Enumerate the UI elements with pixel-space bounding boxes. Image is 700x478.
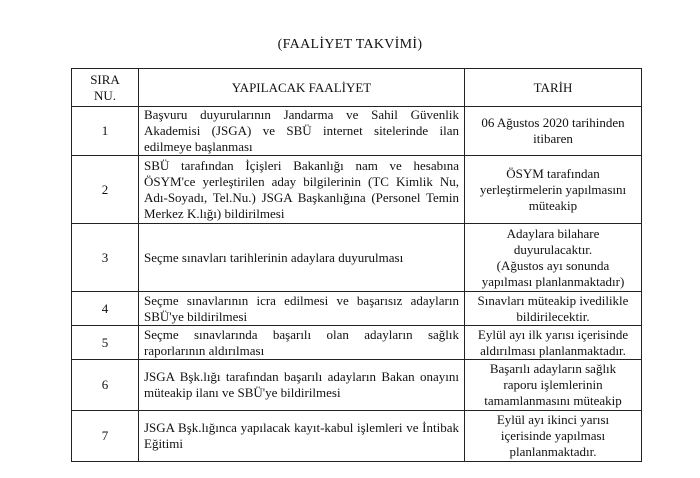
row-number: 5 [72, 326, 139, 360]
row-date: Eylül ayı ikinci yarısı içerisinde yapılması planlanmaktadır. [465, 411, 642, 462]
row-number: 1 [72, 107, 139, 156]
row-date: Eylül ayı ilk yarısı içerisinde aldırılması planlanmaktadır. [465, 326, 642, 360]
row-number: 6 [72, 360, 139, 411]
row-date: ÖSYM tarafından yerleştirmelerin yapılmasını müteakip [465, 156, 642, 224]
table-row [72, 224, 642, 292]
row-date: Sınavları müteakip ivedilikle bildirilecektir. [465, 292, 642, 326]
table-header-row [72, 69, 642, 107]
table-row [72, 360, 642, 411]
row-activity: JSGA Bşk.lığınca yapılacak kayıt-kabul işlemleri ve İntibak Eğitimi [139, 411, 465, 462]
table-row [72, 107, 642, 156]
table-row [72, 326, 642, 360]
table-row [72, 292, 642, 326]
row-date: Adaylara bilahare duyurulacaktır. (Ağustos ayı sonunda yapılması planlanmaktadır) [465, 224, 642, 292]
row-number: 2 [72, 156, 139, 224]
document-title: (FAALİYET TAKVİMİ) [277, 37, 423, 52]
row-activity: Seçme sınavlarının icra edilmesi ve başarısız adayların SBÜ'ye bildirilmesi [139, 292, 465, 326]
row-number: 4 [72, 292, 139, 326]
table-row [72, 156, 642, 224]
row-activity: Başvuru duyurularının Jandarma ve Sahil Güvenlik Akademisi (JSGA) ve SBÜ internet sitelerinde ilan edilmeye başlanması [139, 107, 465, 156]
header-date: TARİH [465, 69, 642, 107]
row-number: 7 [72, 411, 139, 462]
header-activity: YAPILACAK FAALİYET [139, 69, 465, 107]
row-activity: Seçme sınavları tarihlerinin adaylara duyurulması [139, 224, 465, 292]
row-activity: Seçme sınavlarında başarılı olan adayların sağlık raporlarının aldırılması [139, 326, 465, 360]
header-sequence-no: SIRA NU. [72, 69, 139, 107]
row-date: 06 Ağustos 2020 tarihinden itibaren [465, 107, 642, 156]
row-activity: SBÜ tarafından İçişleri Bakanlığı nam ve hesabına ÖSYM'ce yerleştirilen aday bilgilerinin (TC Kimlik Nu, Adı-Soyadı, Tel.Nu.) JSGA Başkanlığına (Personel Temin Merkez K.lığı) bildirilmesi [139, 156, 465, 224]
row-date: Başarılı adayların sağlık raporu işlemlerinin tamamlanmasını müteakip [465, 360, 642, 411]
activity-schedule-table [71, 68, 642, 462]
row-number: 3 [72, 224, 139, 292]
row-activity: JSGA Bşk.lığı tarafından başarılı adayların Bakan onayını müteakip ilanı ve SBÜ'ye bildirilmesi [139, 360, 465, 411]
table-row [72, 411, 642, 462]
